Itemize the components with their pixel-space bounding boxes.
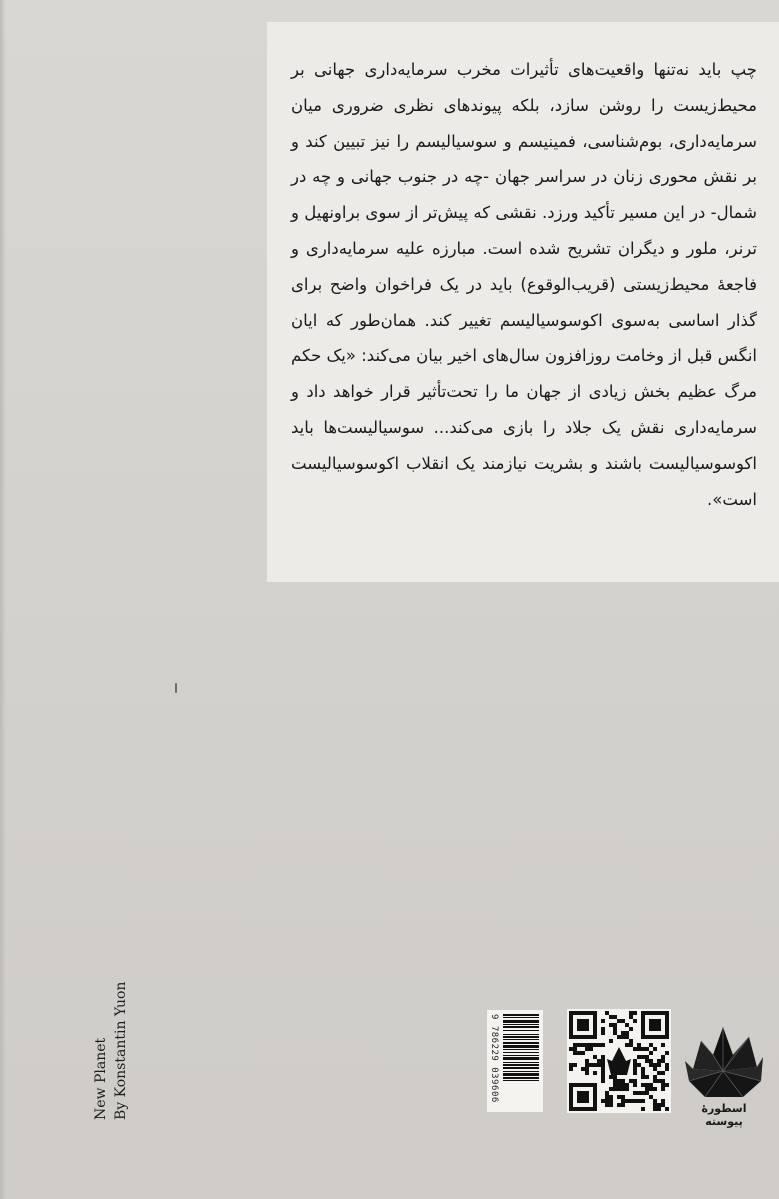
artwork-title: New Planet	[93, 1037, 109, 1120]
qr-code-icon	[567, 1009, 671, 1113]
artwork-artist: By Konstantin Yuon	[113, 981, 129, 1120]
publisher-name: اسطورهٔ پیوسته	[701, 1102, 747, 1128]
cover-speck	[175, 683, 177, 693]
publisher-logo-icon	[683, 1025, 765, 1100]
blurb-text: چپ باید نه‌تنها واقعیت‌های تأثیرات مخرب سرمایه‌داری جهانی بر محیط‌زیست را روشن سازد، بلکه پیوندهای نظری ضروری میان سرمایه‌داری، بوم‌شناسی، فمینیسم و سوسیالیسم را نیز تبیین کند و بر نقش محوری زنان در سراسر جهان -چه در جنوب جهانی و چه در شمال- در این مسیر تأکید ورزد. نقشی که پیش‌تر از سوی براونهیل و ترنر، ملور و دیگران تشریح شده است. مبارزه علیه سرمایه‌داری و فاجعهٔ محیط‌زیستی (قریب‌الوقوع) باید در یک فراخوان واضح برای گذار اساسی به‌سوی اکوسوسیالیسم تغییر کند. همان‌طور که ایان انگس قبل از وخامت روزافزون سال‌های اخیر بیان می‌کند: «یک حکم مرگ عظیم بخش زیادی از جهان ما را تحت‌تأثیر قرار خواهد داد و سرمایه‌داری نقش یک جلاد را بازی می‌کند... سوسیالیست‌ها باید اکوسوسیالیست باشند و بشریت نیازمند یک انقلاب اکوسوسیالیست است».	[291, 60, 757, 509]
spine-shadow	[0, 0, 6, 1199]
blurb-panel	[267, 22, 779, 582]
barcode-icon	[487, 1010, 543, 1112]
isbn-number: 9 786229 039606	[489, 1014, 499, 1103]
cover-art-credit	[91, 910, 131, 1120]
